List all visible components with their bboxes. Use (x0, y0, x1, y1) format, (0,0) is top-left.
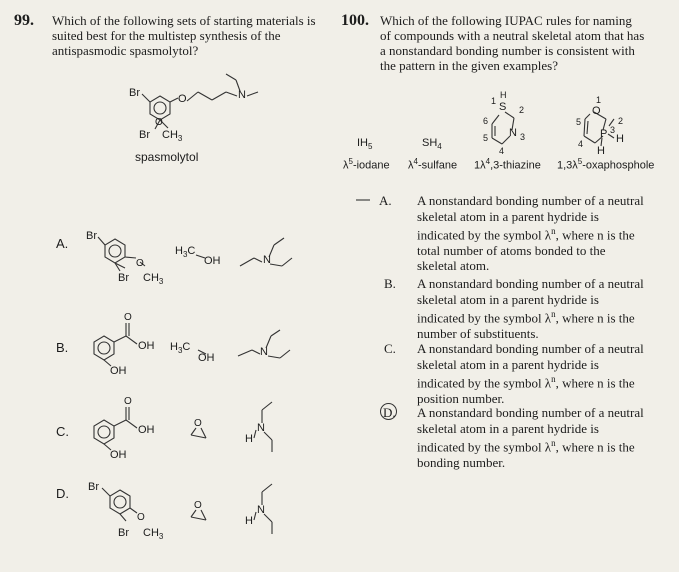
stem-line: of compounds with a neutral skeletal atom that has (380, 28, 645, 43)
atom-label-h: H (245, 515, 253, 527)
oxaphosphole-locant-3: 3 (610, 125, 616, 135)
stem-line: Which of the following sets of starting materials is (52, 13, 316, 28)
name-sulfane: $\lambda^4$-sulfane (408, 157, 458, 172)
oxaphosphole-locant-4: 4 (578, 139, 584, 149)
option-line: number of substituents. (417, 325, 539, 341)
thiazine-locant-6: 6 (483, 116, 489, 126)
atom-label-br: Br (88, 481, 99, 493)
thiazine-locant-1: 1 (491, 96, 497, 106)
atom-label-oh: OH (138, 340, 155, 352)
atom-label-oh: OH (204, 255, 221, 267)
option-line: skeletal atom in a parent hydride is (417, 356, 599, 372)
oxaphosphole-locant-2: 2 (618, 116, 624, 126)
question-100-number: 100. (341, 12, 369, 29)
stem-line: a nonstandard bonding number is consistent with (380, 43, 635, 58)
atom-label-oh: OH (138, 424, 155, 436)
q100-option-c-letter[interactable]: C. (384, 341, 396, 356)
stem-line: antispasmodic spasmolytol? (52, 43, 199, 58)
option-line: A nonstandard bonding number of a neutral (417, 193, 644, 208)
atom-label-o: O (124, 396, 132, 407)
oxaphosphole-locant-5: 5 (576, 117, 582, 127)
q100-option-d-text (417, 405, 665, 470)
q100-option-a-letter[interactable]: A. (379, 193, 392, 208)
option-line: skeletal atom in a parent hydride is (417, 291, 599, 307)
oxaphosphole-locant-1: 1 (596, 95, 602, 105)
q99-option-b-letter[interactable]: B. (56, 340, 69, 355)
oxaphosphole-atom-o: O (592, 105, 601, 117)
option-line: bonding number. (417, 454, 506, 470)
thiazine-atom-n: N (509, 127, 517, 139)
q100-option-d-letter[interactable]: D. (383, 405, 396, 420)
atom-label-o: O (178, 93, 187, 105)
atom-label-o: O (124, 312, 132, 323)
option-line: skeletal atom in a parent hydride is (417, 420, 599, 436)
atom-label-br: Br (118, 527, 129, 539)
option-line: position number. (417, 390, 505, 406)
thiazine-atom-h: H (500, 90, 507, 100)
option-line: A nonstandard bonding number of a neutral (417, 405, 644, 420)
option-b-structures (94, 323, 290, 366)
option-line: total number of atoms bonded to the (417, 242, 606, 258)
atom-label-o: O (137, 512, 145, 523)
spasmolytol-caption: spasmolytol (135, 150, 199, 164)
q100-option-b-letter[interactable]: B. (384, 276, 396, 291)
thiazine-locant-5: 5 (483, 133, 489, 143)
question-99-number: 99. (14, 12, 34, 29)
atom-label-br: Br (86, 230, 97, 242)
q99-option-a-letter[interactable]: A. (56, 236, 69, 251)
option-line: indicated by the symbol $\lambda^n$, where n is the (417, 309, 635, 326)
thiazine-atom-s: S (499, 101, 507, 113)
q99-option-d-letter[interactable]: D. (56, 486, 69, 501)
atom-label-h3c: $H_3C$ (170, 341, 191, 356)
atom-label-o: O (194, 500, 202, 511)
atom-label-br: Br (139, 129, 150, 141)
atom-label-n: N (260, 346, 268, 358)
stem-line: Which of the following IUPAC rules for naming (380, 13, 632, 28)
atom-label-oh: OH (110, 449, 127, 461)
q100-option-c-text (417, 341, 665, 406)
atom-label-o: O (136, 258, 144, 269)
atom-label-br: Br (129, 87, 140, 99)
oxaphosphole-atom-h: H (616, 133, 624, 145)
atom-label-n: N (263, 254, 271, 266)
option-line: indicated by the symbol $\lambda^n$, where n is the (417, 226, 635, 243)
option-line: A nonstandard bonding number of a neutral (417, 276, 644, 291)
atom-label-n: N (257, 422, 265, 434)
thiazine-locant-4: 4 (499, 146, 505, 156)
atom-label-br: Br (118, 272, 129, 284)
atom-label-h3c: $H_3C$ (175, 245, 196, 260)
option-line: indicated by the symbol $\lambda^n$, where n is the (417, 374, 635, 391)
atom-label-o: O (194, 418, 202, 429)
name-oxaphosphole: $1,3\lambda^5$-oxaphosphole (557, 157, 655, 172)
option-line: A nonstandard bonding number of a neutral (417, 341, 644, 356)
option-line: indicated by the symbol $\lambda^n$, where n is the (417, 438, 635, 455)
q100-option-b-text (417, 276, 665, 341)
oxaphosphole-atom-h: H (597, 145, 605, 157)
stem-line: the pattern in the given examples? (380, 58, 558, 73)
atom-label-ch3: $CH_3$ (143, 272, 164, 287)
atom-label-h: H (245, 433, 253, 445)
atom-label-o: O (155, 117, 163, 128)
name-iodane: $\lambda^5$-iodane (343, 157, 390, 172)
name-thiazine: $1\lambda^4,3$-thiazine (474, 157, 541, 172)
thiazine-locant-3: 3 (520, 132, 526, 142)
q99-option-c-letter[interactable]: C. (56, 424, 69, 439)
atom-label-n: N (238, 89, 246, 101)
atom-label-oh: OH (198, 352, 215, 364)
atom-label-n: N (257, 504, 265, 516)
atom-label-oh: OH (110, 365, 127, 377)
option-line: skeletal atom. (417, 258, 490, 274)
option-line: skeletal atom in a parent hydride is (417, 208, 599, 224)
formula-sh4: $SH_4$ (422, 137, 442, 152)
atom-label-ch3: $CH_3$ (143, 527, 164, 542)
formula-ih5: $IH_5$ (357, 137, 373, 152)
atom-label-ch3: $CH_3$ (162, 129, 183, 144)
thiazine-locant-2: 2 (519, 105, 525, 115)
stem-line: suited best for the multistep synthesis of the (52, 28, 281, 43)
oxaphosphole-atom-p: P (600, 128, 608, 140)
q100-option-a-text (417, 193, 665, 274)
